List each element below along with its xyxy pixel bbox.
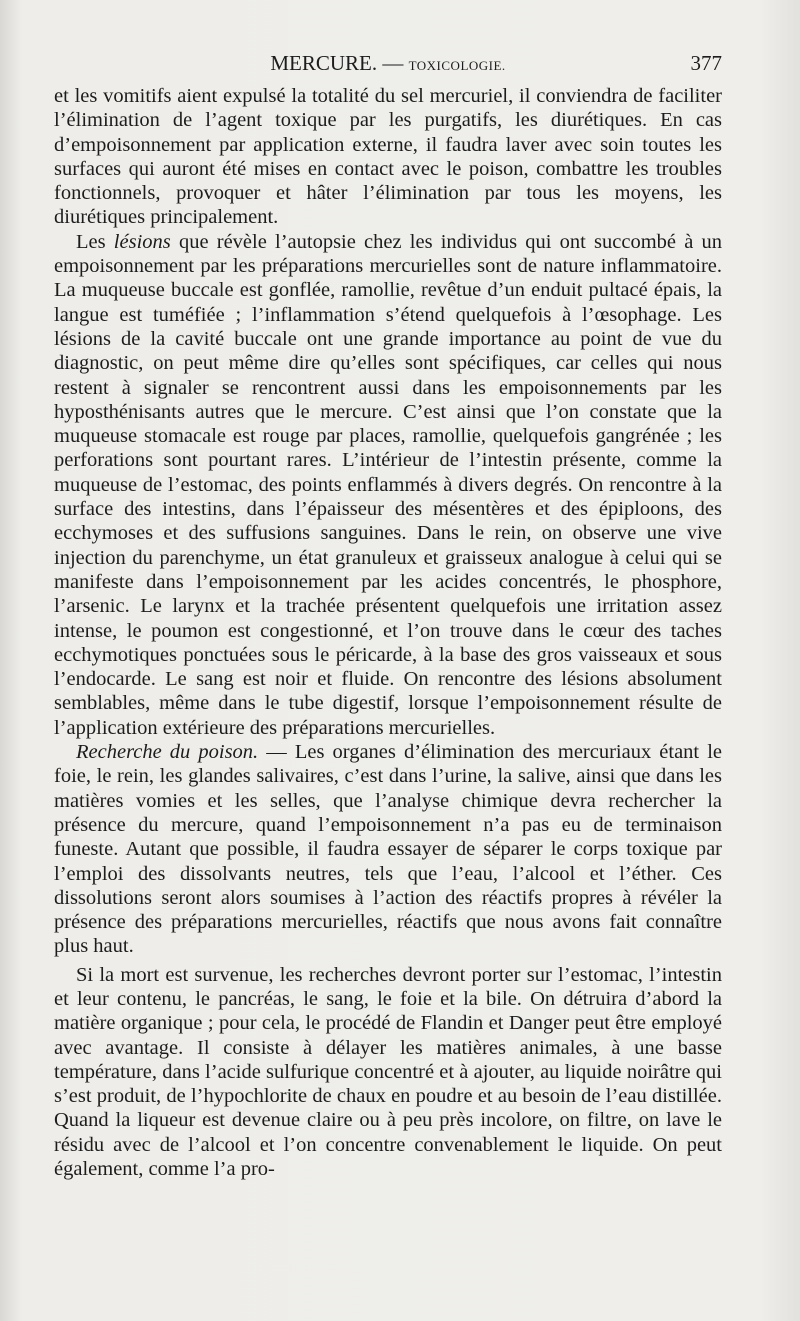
page-number: 377 <box>690 51 722 75</box>
paragraph-1 <box>54 84 722 230</box>
header-dash: — <box>382 51 404 75</box>
running-header <box>54 48 722 78</box>
header-title: MERCURE. <box>270 51 378 75</box>
paragraph-2 <box>54 230 722 740</box>
paragraph-4-text: Si la mort est survenue, les recherches devront porter sur l’estomac, l’intestin et leur contenu, le pancréas, le sang, le foie et la bile. On détruira d’abord la matière organique ; pour cela, le procédé de Flandin et Danger peut être employé avec avantage. Il consiste à délayer les matières animales, à une basse température, dans l’acide sulfurique concentré et à ajouter, au liquide noirâtre qui s’est produit, de l’hypochlorite de chaux en poudre et au besoin de l’eau distillée. Quand la liqueur est devenue claire ou à peu près incolore, on filtre, on lave le résidu avec de l’alcool et l’on concentre convenablement le liquide. On peut également, comme l’a pro- <box>54 963 722 1181</box>
paragraph-2-lead: Les <box>76 230 114 253</box>
header-title-line <box>54 48 722 81</box>
paragraph-3 <box>54 740 722 959</box>
header-section: TOXICOLOGIE. <box>408 58 506 73</box>
paragraph-1-text: et les vomitifs aient expulsé la totalité du sel mercuriel, il conviendra de faciliter l’élimination de l’agent toxique par les purgatifs, les diurétiques. En cas d’empoisonnement par application externe, il faudra laver avec soin toutes les surfaces qui auront été mises en contact avec le poison, combattre les troubles fonctionnels, provoquer et hâter l’élimination par tous les moyens, les diurétiques principalement. <box>54 85 722 229</box>
paragraph-4 <box>54 963 722 1182</box>
paragraph-3-text: — Les organes d’élimination des mercuriaux étant le foie, le rein, les glandes salivaires, c’est dans l’urine, la salive, ainsi que dans les matières vomies et les selles, que l’analyse chimique devra rechercher la présence du mercure, quand l’empoisonnement n’a pas eu de terminaison funeste. Autant que possible, il faudra essayer de séparer le corps toxique par l’emploi des dissolvants neutres, tels que l’eau, l’alcool et l’éther. Ces dissolutions seront alors soumises à l’action des réactifs propres à révéler la présence des préparations mercurielles, réactifs que nous avons fait connaître plus haut. <box>54 741 722 958</box>
paragraph-2-italic: lésions <box>113 230 171 253</box>
paragraph-2-text: que révèle l’autopsie chez les individus qui ont succombé à un empoisonnement par les préparations mercurielles sont de nature inflammatoire. La muqueuse buccale est gonflée, ramollie, revêtue d’un enduit pultacé épais, la langue est tuméfiée ; l’inflammation s’étend quelquefois à l’œsophage. Les lésions de la cavité buccale ont une grande importance au point de vue du diagnostic, on peut même dire qu’elles sont spécifiques, car celles qui nous restent à signaler se rencontrent aussi dans les empoisonnements par les hyposthénisants autres que le mercure. C’est ainsi que l’on constate que la muqueuse stomacale est rouge par places, ramollie, quelquefois gangrénée ; les perforations sont pourtant rares. L’intérieur de l’intestin présente, comme la muqueuse de l’estomac, des points enflammés à divers degrés. On rencontre à la surface des intestins, dans l’épaisseur des mésentères et des épiploons, des ecchymoses et des suffusions sanguines. Dans le rein, on observe une vive injection du parenchyme, un état granuleux et graisseux analogue à celui qui se manifeste dans l’empoisonnement par les acides concentrés, le phosphore, l’arsenic. Le larynx et la trachée présentent quelquefois une irritation assez intense, le poumon est congestionné, et l’on trouve dans le cœur des taches ecchymotiques ponctuées sous le péricarde, à la base des gros vaisseaux et sous l’endocarde. Le sang est noir et fluide. On rencontre des lésions absolument semblables, même dans le tube digestif, lorsque l’empoisonnement résulte de l’application extérieure des préparations mercurielles. <box>54 230 722 739</box>
body-text <box>54 84 722 1181</box>
paragraph-3-italic: Recherche du poison. <box>76 741 259 764</box>
